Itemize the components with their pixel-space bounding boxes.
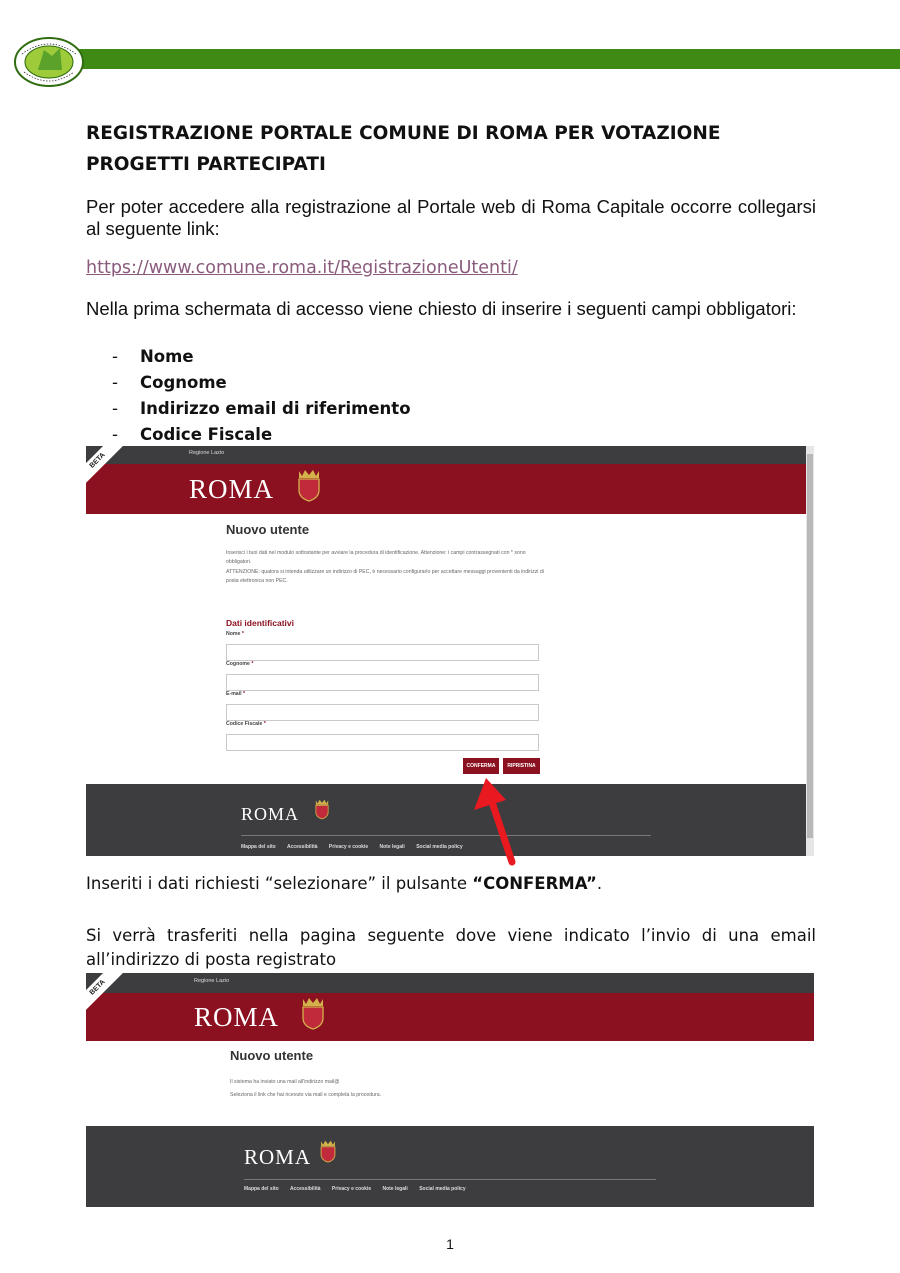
section-heading: Dati identificativi: [226, 618, 295, 628]
roma-crest-icon: [296, 468, 322, 502]
pec-warning: ATTENZIONE: qualora si intenda utilizzare un indirizzo di PEC, è necessario configurarlo per accettare messaggi provenienti da indirizzi di posta elettronica non PEC.: [226, 569, 544, 584]
footer-divider: [241, 835, 651, 836]
step1-suffix: .: [596, 874, 603, 893]
field-name: Indirizzo email di riferimento: [140, 399, 411, 418]
fields-intro-paragraph: Nella prima schermata di accesso viene chiesto di inserire i seguenti campi obbligatori:: [86, 298, 797, 319]
footer-link-note-legali[interactable]: Note legali: [379, 844, 405, 850]
footer-link-accessibilita[interactable]: Accessibilità: [289, 1186, 321, 1192]
footer-roma-crest-icon: [319, 1139, 337, 1163]
document-title: REGISTRAZIONE PORTALE COMUNE DI ROMA PER VOTAZIONE PROGETTI PARTECIPATI: [86, 123, 721, 175]
list-dash: -: [112, 425, 118, 444]
footer-link-social[interactable]: Social media policy: [419, 1186, 466, 1192]
field-name: Codice Fiscale: [140, 425, 273, 444]
footer-roma-crest-icon: [314, 798, 330, 820]
list-item: [112, 422, 411, 448]
field-name: Nome: [140, 347, 194, 366]
footer-link-note-legali[interactable]: Note legali: [382, 1186, 408, 1192]
footer-divider: [244, 1179, 656, 1180]
required-fields-list: [112, 344, 411, 448]
email-input[interactable]: [226, 704, 539, 721]
footer-roma-logo-text: ROMA: [241, 804, 300, 824]
step1-text: [86, 872, 816, 896]
cognome-label: [226, 661, 253, 667]
page-number: 1: [446, 1236, 454, 1252]
label-text: E-mail: [226, 691, 242, 697]
footer-link-social[interactable]: Social media policy: [416, 844, 463, 850]
ripristina-button[interactable]: RIPRISTINA: [503, 758, 540, 774]
footer-links: [241, 844, 473, 850]
roma-banner: [86, 464, 806, 514]
field-name: Cognome: [140, 373, 227, 392]
page-heading: Nuovo utente: [226, 522, 310, 537]
email-label: [226, 691, 245, 697]
roma-banner: [86, 993, 814, 1041]
required-mark: *: [251, 661, 254, 667]
footer-roma-logo-text: ROMA: [244, 1145, 312, 1169]
list-item: [112, 370, 411, 396]
codice-fiscale-input[interactable]: [226, 734, 539, 751]
beta-ribbon: BETA: [86, 973, 126, 1016]
form-instructions: Inserisci i tuoi dati nel modulo sottostante per avviare la procedura di identificazione. Attenzione: i campi contrassegnati con * sono obbligatori.: [226, 550, 526, 565]
list-dash: -: [112, 399, 118, 418]
required-mark: *: [263, 721, 266, 727]
label-text: Nome: [226, 631, 241, 637]
region-label: Regione Lazio: [194, 978, 230, 984]
site-footer: [86, 1126, 814, 1207]
registration-form-screenshot: [86, 446, 814, 856]
list-item: [112, 396, 411, 422]
sent-mail-message: Il sistema ha inviato una mail all'indirizzo mail@: [230, 1079, 340, 1085]
footer-link-accessibilita[interactable]: Accessibilità: [286, 844, 318, 850]
codice-fiscale-label: [226, 721, 266, 727]
top-bar: [86, 446, 806, 464]
step2-text: Si verrà trasferiti nella pagina seguente dove viene indicato l’invio di una email all’indirizzo di posta registrato: [86, 926, 816, 969]
label-text: Cognome: [226, 661, 250, 667]
step1-prefix: Inseriti i dati richiesti “selezionare” il pulsante: [86, 874, 473, 893]
footer-link-mappa[interactable]: Mappa del sito: [241, 844, 276, 850]
intro-paragraph: Per poter accedere alla registrazione al Portale web di Roma Capitale occorre collegarsi al seguente link:: [86, 196, 816, 239]
roma-logo-text: ROMA: [189, 474, 275, 504]
list-dash: -: [112, 347, 118, 366]
beta-ribbon: BETA: [86, 446, 126, 489]
required-mark: *: [243, 691, 246, 697]
page-heading: Nuovo utente: [230, 1048, 314, 1063]
conferma-button[interactable]: CONFERMA: [463, 758, 499, 774]
nome-label: [226, 631, 244, 637]
footer-links: [244, 1186, 476, 1192]
roma-crest-icon: [300, 996, 326, 1030]
select-link-message: Seleziona il link che hai ricevuto via mail e completa la procedura.: [230, 1092, 382, 1098]
footer-link-mappa[interactable]: Mappa del sito: [244, 1186, 279, 1192]
required-mark: *: [241, 631, 244, 637]
list-dash: -: [112, 373, 118, 392]
scrollbar[interactable]: [806, 446, 814, 856]
cognome-input[interactable]: [226, 674, 539, 691]
confirmation-screenshot: [86, 973, 814, 1207]
header-green-bar: [40, 49, 900, 69]
footer-link-privacy[interactable]: Privacy e cookie: [331, 1186, 372, 1192]
list-item: [112, 344, 411, 370]
label-text: Codice Fiscale: [226, 721, 263, 727]
circolo-logo-icon: [12, 36, 86, 88]
red-arrow-icon: [470, 774, 530, 866]
nome-input[interactable]: [226, 644, 539, 661]
step1-bold: “CONFERMA”: [472, 874, 597, 893]
registration-link[interactable]: https://www.comune.roma.it/RegistrazioneUtenti/: [86, 258, 518, 278]
top-bar: [86, 973, 814, 993]
footer-link-privacy[interactable]: Privacy e cookie: [328, 844, 369, 850]
roma-logo-text: ROMA: [194, 1002, 280, 1032]
region-label: Regione Lazio: [189, 450, 225, 456]
